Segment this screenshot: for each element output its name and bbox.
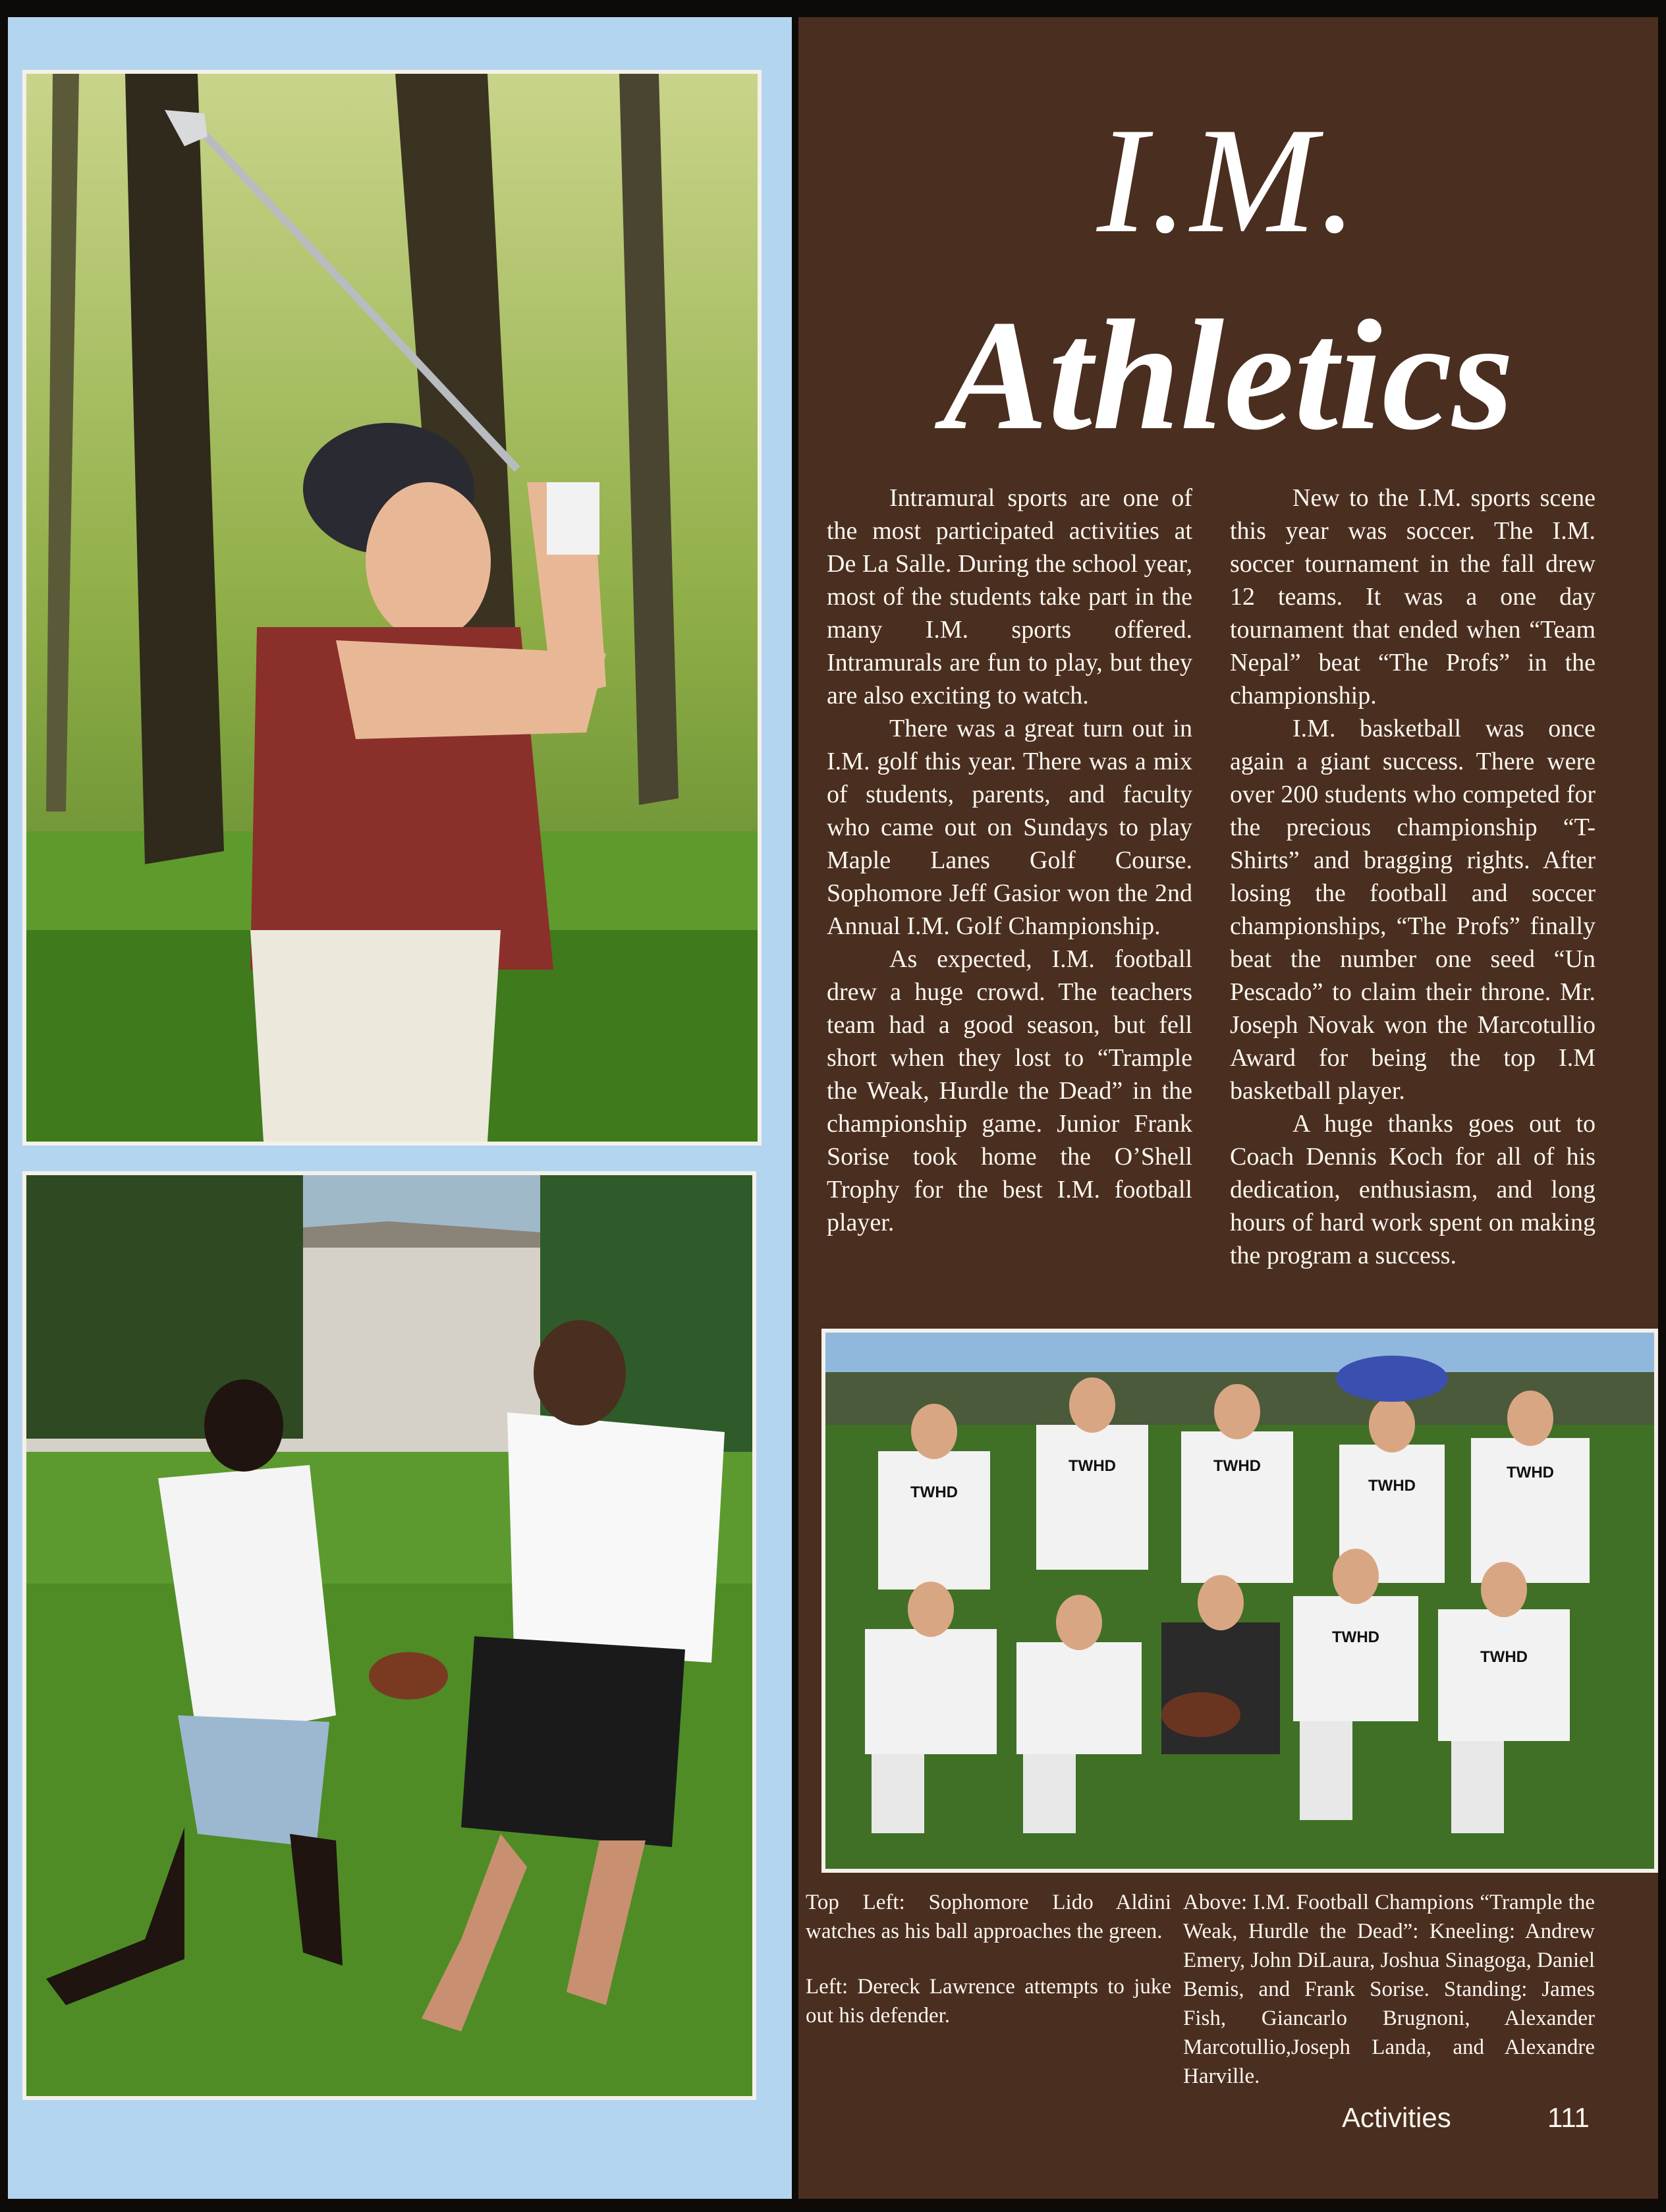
caption-team-photo	[1183, 1888, 1595, 2117]
folio-section: Activities	[1342, 2102, 1451, 2133]
caption-left-photos	[806, 1888, 1171, 2057]
shirt-text: TWHD	[1332, 1628, 1379, 1646]
shirt-text: TWHD	[910, 1483, 958, 1501]
page-title-line-2: Athletics	[943, 287, 1514, 462]
golf-photo-image	[26, 74, 758, 1142]
article-paragraph: There was a great turn out in I.M. golf this year. There was a mix of students, parents, and faculty who came out on Sundays to play Maple Lanes Golf Course. Sophomore Jeff Gasior won the 2nd Annual I.M. Golf Championship.	[827, 715, 1192, 940]
golf-photo	[22, 70, 762, 1146]
left-panel	[8, 17, 792, 2199]
shirt-text: TWHD	[1480, 1648, 1528, 1666]
team-photo	[821, 1329, 1658, 1873]
article-paragraph: Intramural sports are one of the most participated activities at De La Salle. During the school year, most of the students take part in the many I.M. sports offered. Intramurals are fun to play, but they are also exciting to watch.	[827, 484, 1192, 709]
shirt-text: TWHD	[1069, 1457, 1116, 1475]
caption-text: Left: Dereck Lawrence attempts to juke out his defender.	[806, 1975, 1171, 2028]
team-photo-image	[825, 1333, 1654, 1869]
caption-text: Top Left: Sophomore Lido Aldini watches as his ball approaches the green.	[806, 1891, 1171, 1943]
shirt-text: TWHD	[1368, 1477, 1416, 1495]
article-paragraph: New to the I.M. sports scene this year was soccer. The I.M. soccer tournament in the fall drew 12 teams. It was a one day tournament that ended when “Team Nepal” beat “The Profs” in the championship.	[1230, 484, 1596, 709]
caption-text: Above: I.M. Football Champions “Trample the Weak, Hurdle the Dead”: Kneeling: Andrew Emery, John DiLaura, Joshua Sinagoga, Daniel Bemis, and Frank Sorise. Standing: James Fish, Giancarlo Brugnoni, Alexander Marcotullio,Joseph Landa, and Alexandre Harville.	[1183, 1891, 1595, 2088]
shirt-text: TWHD	[1507, 1464, 1554, 1481]
article-paragraph: A huge thanks goes out to Coach Dennis Koch for all of his dedication, enthusiasm, and long hours of hard work spent on making the program a success.	[1230, 1110, 1596, 1269]
football-photo	[22, 1171, 756, 2100]
page-number: 111	[1547, 2102, 1590, 2133]
right-panel	[798, 17, 1658, 2199]
football-photo-image	[26, 1175, 752, 2096]
article-paragraph: I.M. basketball was once again a giant success. There were over 200 students who competed for the precious championship “T-Shirts” and bragging rights. After losing the football and soccer championships, “The Profs” finally beat the number one seed “Un Pescado” to claim their throne. Mr. Joseph Novak won the Marcotullio Award for being the top I.M basketball player.	[1230, 715, 1596, 1105]
shirt-text: TWHD	[1213, 1457, 1261, 1475]
page-title-line-1: I.M.	[1096, 96, 1360, 264]
article-column-left	[827, 482, 1192, 1239]
article-column-right	[1230, 482, 1596, 1272]
article-paragraph: As expected, I.M. football drew a huge crowd. The teachers team had a good season, but fell short when they lost to “Trample the Weak, Hurdle the Dead” in the championship game. Junior Frank Sorise took home the O’Shell Trophy for the best I.M. football player.	[827, 945, 1192, 1236]
